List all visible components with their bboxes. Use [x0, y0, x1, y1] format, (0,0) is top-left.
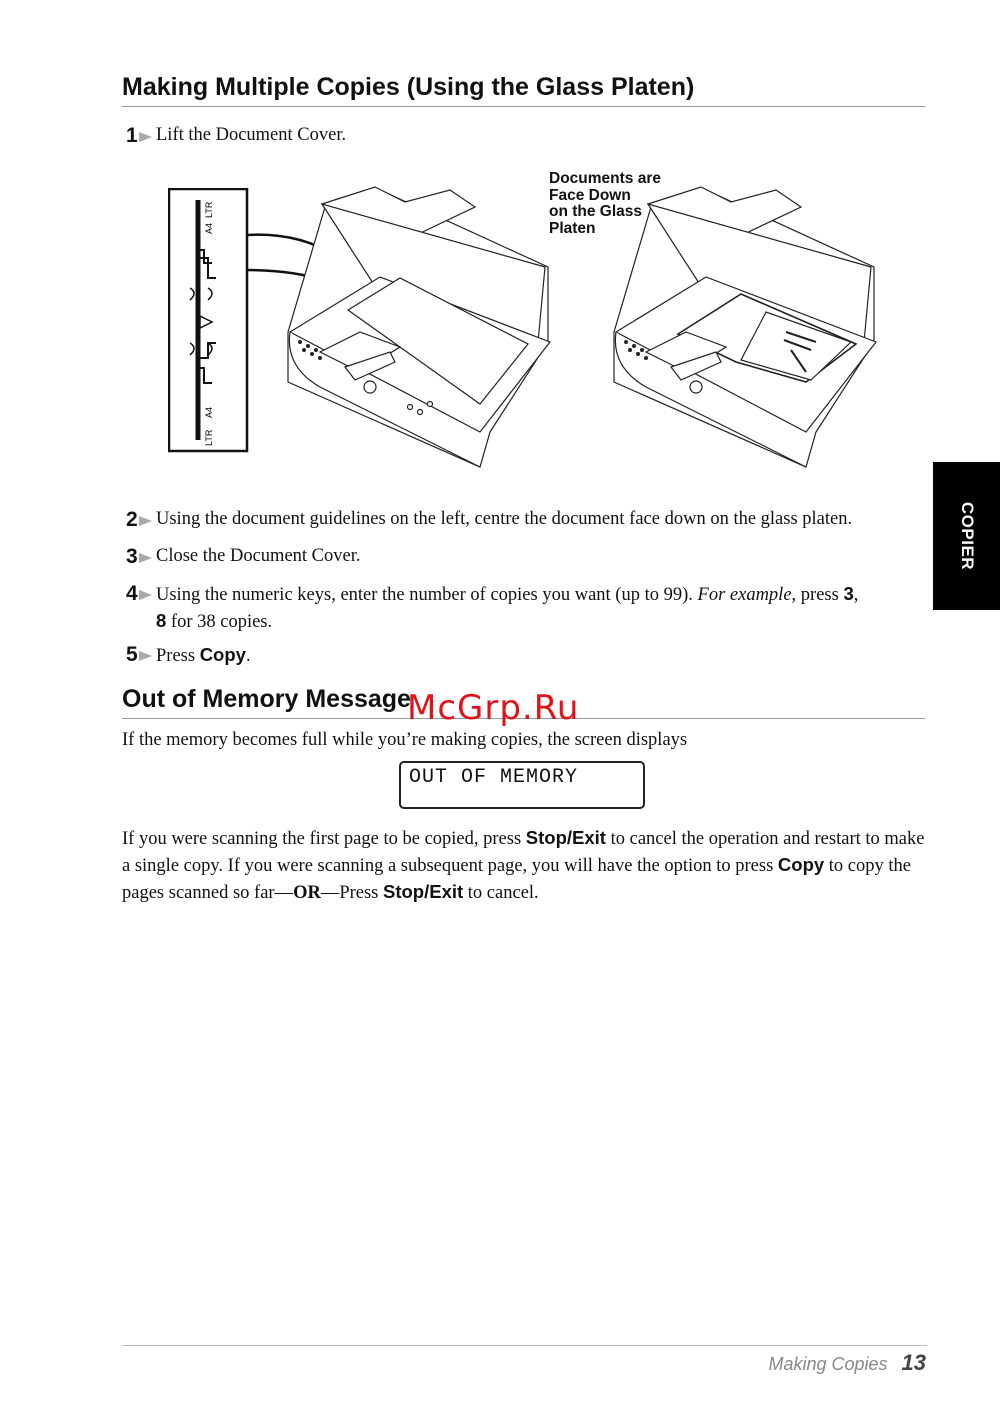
side-tab-copier: COPIER	[933, 462, 1000, 610]
step-number: 4	[126, 581, 156, 606]
copy-key: Copy	[199, 644, 246, 665]
footer-section-title: Making Copies	[768, 1354, 888, 1374]
machine-illustration-open	[280, 182, 555, 474]
step-number: 5	[126, 642, 156, 667]
guide-label-ltr-top: LTR	[204, 201, 214, 218]
guide-label-a4-top: A4	[204, 222, 214, 234]
figure-callout: Documents are Face Down on the Glass Platen	[549, 170, 661, 237]
watermark: McGrp.Ru	[407, 688, 580, 728]
footer-rule	[122, 1345, 927, 1346]
step-4	[126, 581, 926, 635]
lcd-display: OUT OF MEMORY	[399, 761, 645, 809]
step-1	[126, 123, 926, 150]
out-of-memory-intro: If the memory becomes full while you’re making copies, the screen displays	[122, 730, 688, 750]
step-text: Lift the Document Cover.	[156, 125, 347, 145]
step-text: Using the document guidelines on the left, centre the document face down on the glass platen.	[156, 509, 853, 529]
key-3: 3	[843, 583, 854, 604]
step-3	[126, 544, 926, 571]
step-number: 3	[126, 544, 156, 569]
step-text: Press Copy.	[156, 644, 251, 666]
key-8: 8	[156, 610, 167, 631]
step-number: 2	[126, 507, 156, 532]
out-of-memory-instructions: If you were scanning the first page to be copied, press Stop/Exit to cancel the operation and restart to make a single copy. If you were scanning a subsequent page, you will have the option to press Copy to copy the pages scanned so far—OR—Press Stop/Exit to cancel.	[122, 827, 925, 903]
section-heading-out-of-memory: Out of Memory Message	[122, 685, 925, 719]
page-footer	[768, 1350, 926, 1376]
step-2	[126, 507, 926, 534]
section-heading-multiple-copies: Making Multiple Copies (Using the Glass Platen)	[122, 73, 925, 107]
step-text: Using the numeric keys, enter the number of copies you want (up to 99). For example, press 3, 8 for 38 copies.	[156, 583, 859, 632]
copy-key: Copy	[777, 854, 825, 875]
step-text: Close the Document Cover.	[156, 546, 361, 566]
guide-label-ltr-bottom: LTR	[204, 429, 214, 446]
stop-exit-key: Stop/Exit	[525, 827, 606, 848]
step-5	[126, 642, 926, 669]
stop-exit-key: Stop/Exit	[383, 881, 464, 902]
page-number: 13	[901, 1350, 926, 1375]
document-guideline-diagram	[168, 188, 250, 454]
guide-label-a4-bottom: A4	[204, 406, 214, 418]
step-number: 1	[126, 123, 156, 148]
